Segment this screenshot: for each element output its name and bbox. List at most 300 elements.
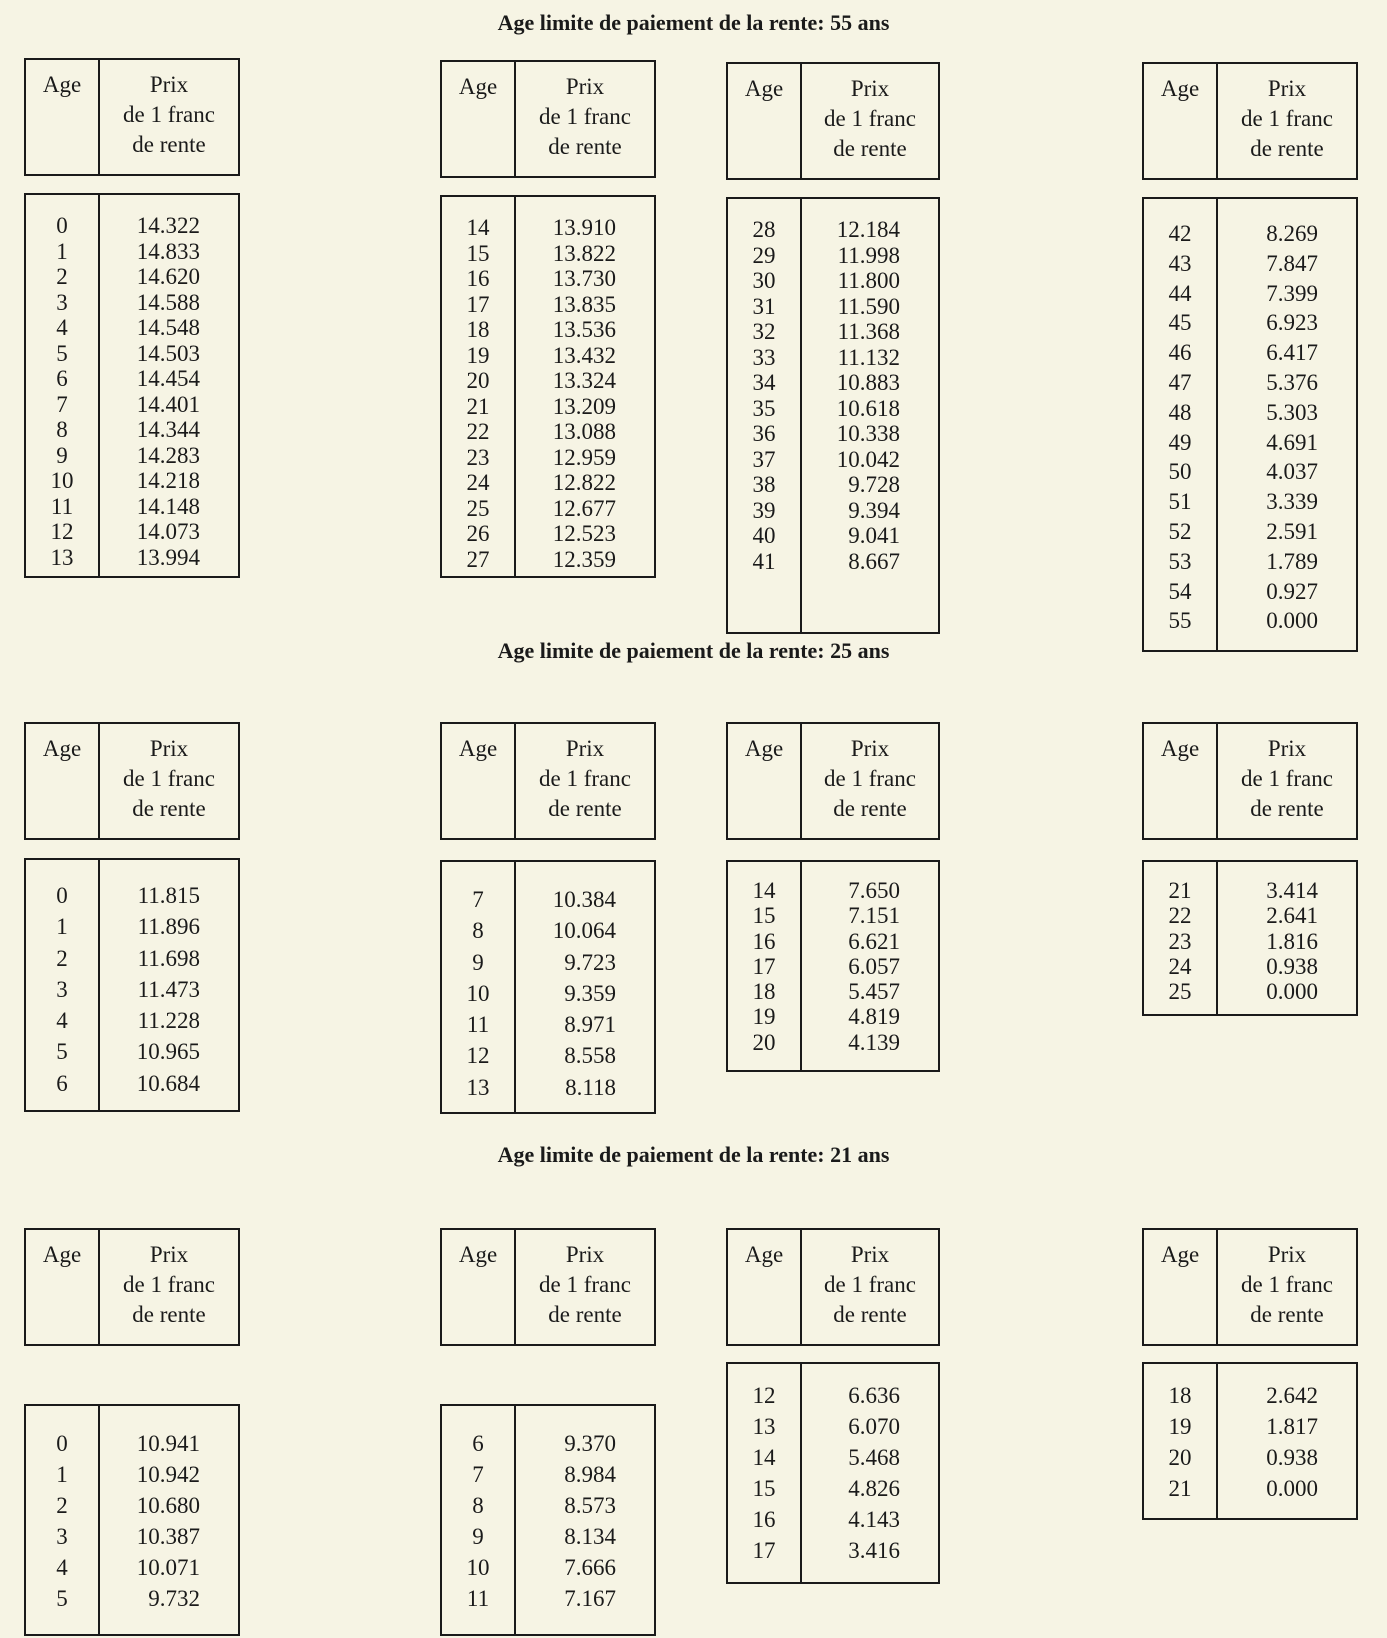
price-cell: 14.503 <box>136 340 200 366</box>
price-cell: 14.344 <box>136 417 200 442</box>
age-cell: 32 <box>752 319 776 344</box>
age-cell: 17 <box>466 291 490 317</box>
age-cell: 1 <box>56 1462 68 1487</box>
header-line: de rente <box>548 1302 622 1327</box>
price-cell: 8.269 <box>1266 221 1318 246</box>
header-line: de rente <box>548 134 622 159</box>
age-cell: 23 <box>1168 928 1192 954</box>
price-column-header <box>516 1230 654 1344</box>
price-cell: 6.057 <box>848 953 900 979</box>
header-line: de 1 franc <box>123 1272 215 1297</box>
age-cell: 50 <box>1168 459 1192 485</box>
age-cell: 8 <box>472 1493 484 1518</box>
price-cell: 10.387 <box>136 1524 200 1549</box>
price-cell: 11.132 <box>837 344 900 370</box>
price-cell: 3.414 <box>1266 878 1318 903</box>
price-cell: 12.523 <box>552 521 616 546</box>
age-cell: 24 <box>466 470 490 495</box>
age-cell: 21 <box>1168 1476 1192 1501</box>
age-cell: 2 <box>56 945 68 971</box>
price-cell: 4.037 <box>1266 459 1318 485</box>
table-body <box>440 1404 656 1636</box>
price-column <box>100 1406 238 1634</box>
age-cell: 16 <box>466 266 490 291</box>
age-cell: 28 <box>752 217 776 242</box>
price-cell: 6.417 <box>1266 340 1318 366</box>
age-column <box>1144 199 1218 650</box>
age-cell: 45 <box>1168 310 1192 336</box>
header-line: Prix <box>149 736 189 761</box>
age-cell: 0 <box>56 883 68 908</box>
price-cell: 10.618 <box>836 395 900 421</box>
price-cell: 11.698 <box>137 945 200 971</box>
price-cell: 9.394 <box>848 497 900 523</box>
table-header <box>1142 62 1358 180</box>
price-cell: 12.359 <box>552 546 616 572</box>
header-line: de 1 franc <box>1241 1272 1333 1297</box>
age-cell: 5 <box>56 340 68 366</box>
price-column-header <box>802 724 938 838</box>
age-cell: 46 <box>1168 340 1192 366</box>
age-cell: 35 <box>752 395 776 421</box>
age-column-header: Age <box>442 724 516 838</box>
price-cell: 8.134 <box>564 1524 616 1549</box>
age-cell: 30 <box>752 268 776 293</box>
price-cell: 13.835 <box>552 291 616 317</box>
table-header <box>1142 722 1358 840</box>
age-cell: 11 <box>50 493 74 519</box>
age-cell: 52 <box>1168 518 1192 544</box>
header-line: de rente <box>833 136 907 161</box>
age-cell: 31 <box>752 293 776 319</box>
age-cell: 12 <box>752 1383 776 1408</box>
age-cell: 15 <box>466 240 490 266</box>
age-cell: 17 <box>752 1538 776 1563</box>
age-cell: 20 <box>752 1029 776 1055</box>
section-title: Age limite de paiement de la rente: 21 ans <box>497 1142 890 1167</box>
price-column-header <box>1218 1230 1356 1344</box>
age-cell: 1 <box>56 238 68 264</box>
price-cell: 14.588 <box>136 289 200 315</box>
price-cell: 10.071 <box>136 1555 200 1580</box>
price-column <box>802 862 938 1070</box>
price-cell: 1.816 <box>1266 928 1318 954</box>
price-cell: 12.959 <box>552 444 616 470</box>
age-column <box>26 1406 100 1634</box>
price-column-header <box>100 60 238 174</box>
price-cell: 10.064 <box>552 918 616 944</box>
age-cell: 15 <box>752 903 776 929</box>
header-line: de rente <box>1250 136 1324 161</box>
header-line: Prix <box>850 736 890 761</box>
age-cell: 1 <box>56 914 68 940</box>
age-column-header: Age <box>26 1230 100 1344</box>
header-line: Prix <box>850 1242 890 1267</box>
header-line: Prix <box>565 74 605 99</box>
age-cell: 20 <box>466 368 490 393</box>
table-header <box>440 1228 656 1346</box>
header-line: de rente <box>548 796 622 821</box>
table-body <box>1142 197 1358 652</box>
age-cell: 7 <box>472 1462 484 1487</box>
header-line: Prix <box>1267 76 1307 101</box>
price-cell: 0.938 <box>1266 1445 1318 1470</box>
price-cell: 6.621 <box>848 928 900 954</box>
table-header <box>440 60 656 178</box>
price-cell: 11.815 <box>137 883 200 908</box>
header-line: de rente <box>1250 1302 1324 1327</box>
age-cell: 7 <box>472 887 484 912</box>
age-column-header: Age <box>728 724 802 838</box>
age-column <box>728 862 802 1070</box>
age-cell: 18 <box>752 979 776 1005</box>
price-cell: 7.666 <box>564 1555 616 1580</box>
age-column-header: Age <box>1144 1230 1218 1344</box>
age-cell: 47 <box>1168 369 1192 395</box>
price-cell: 10.042 <box>836 446 900 472</box>
age-cell: 26 <box>466 521 490 546</box>
price-cell: 8.118 <box>565 1074 616 1100</box>
age-cell: 40 <box>752 523 776 548</box>
age-cell: 53 <box>1168 548 1192 574</box>
table-body <box>1142 860 1358 1016</box>
age-cell: 9 <box>56 442 68 468</box>
price-cell: 9.370 <box>564 1431 616 1456</box>
header-line: de 1 franc <box>123 766 215 791</box>
age-cell: 18 <box>466 317 490 342</box>
price-cell: 5.376 <box>1266 369 1318 395</box>
price-column-header <box>1218 64 1356 178</box>
price-cell: 11.590 <box>837 293 900 319</box>
price-cell: 14.283 <box>136 442 200 468</box>
header-line: de 1 franc <box>824 1272 916 1297</box>
price-cell: 1.789 <box>1266 548 1318 574</box>
price-cell: 13.730 <box>552 266 616 291</box>
age-column <box>442 1406 516 1634</box>
age-cell: 3 <box>56 289 68 315</box>
price-cell: 11.998 <box>837 242 900 268</box>
table-body <box>440 860 656 1114</box>
age-cell: 14 <box>752 878 776 903</box>
header-line: de 1 franc <box>1241 106 1333 131</box>
price-cell: 13.432 <box>552 342 616 368</box>
header-line: de rente <box>833 1302 907 1327</box>
table-header <box>24 1228 240 1346</box>
price-column-header <box>100 1230 238 1344</box>
age-cell: 14 <box>466 215 490 240</box>
age-cell: 3 <box>56 1524 68 1549</box>
header-line: Prix <box>149 1242 189 1267</box>
price-column <box>802 199 938 632</box>
age-column-header: Age <box>442 62 516 176</box>
age-column-header: Age <box>26 60 100 174</box>
price-cell: 7.399 <box>1266 280 1318 306</box>
price-cell: 0.938 <box>1266 953 1318 979</box>
age-cell: 25 <box>466 495 490 521</box>
age-column-header: Age <box>1144 64 1218 178</box>
header-line: de 1 franc <box>824 106 916 131</box>
age-cell: 19 <box>1168 1414 1192 1439</box>
age-column <box>728 199 802 632</box>
price-cell: 14.218 <box>136 468 200 493</box>
table-body <box>1142 1362 1358 1520</box>
price-cell: 8.667 <box>848 548 900 574</box>
table-header <box>726 1228 940 1346</box>
header-line: de 1 franc <box>539 104 631 129</box>
age-column <box>442 197 516 576</box>
price-column <box>516 1406 654 1634</box>
age-cell: 23 <box>466 444 490 470</box>
age-cell: 29 <box>752 242 776 268</box>
age-cell: 5 <box>56 1586 68 1611</box>
section-title: Age limite de paiement de la rente: 25 ans <box>497 638 890 663</box>
price-cell: 3.416 <box>848 1538 900 1563</box>
age-cell: 6 <box>56 1070 68 1096</box>
age-cell: 22 <box>1168 903 1192 929</box>
price-cell: 14.073 <box>136 519 200 544</box>
age-cell: 22 <box>466 419 490 444</box>
price-cell: 2.642 <box>1266 1383 1318 1408</box>
age-cell: 0 <box>56 213 68 238</box>
price-cell: 9.041 <box>848 523 900 548</box>
price-cell: 13.536 <box>552 317 616 342</box>
age-cell: 36 <box>752 421 776 446</box>
age-cell: 25 <box>1168 979 1192 1005</box>
price-cell: 13.822 <box>552 240 616 266</box>
age-cell: 44 <box>1168 280 1192 306</box>
price-column-header <box>516 62 654 176</box>
price-column <box>516 197 654 576</box>
header-line: de rente <box>132 796 206 821</box>
age-cell: 51 <box>1168 489 1192 515</box>
header-line: de 1 franc <box>539 766 631 791</box>
table-header <box>726 62 940 180</box>
age-cell: 16 <box>752 928 776 954</box>
price-cell: 9.728 <box>848 472 900 497</box>
price-cell: 5.303 <box>1266 399 1318 425</box>
price-cell: 4.691 <box>1266 429 1318 455</box>
age-cell: 33 <box>752 344 776 370</box>
price-cell: 14.833 <box>136 238 200 264</box>
price-cell: 10.941 <box>136 1431 200 1456</box>
price-column <box>1218 1364 1356 1518</box>
price-cell: 6.070 <box>848 1414 900 1439</box>
age-cell: 6 <box>472 1431 484 1456</box>
price-cell: 11.896 <box>137 914 200 940</box>
price-cell: 7.151 <box>848 903 900 929</box>
header-line: de 1 franc <box>123 102 215 127</box>
price-column <box>1218 199 1356 650</box>
age-cell: 34 <box>752 370 776 395</box>
price-column-header <box>802 64 938 178</box>
age-cell: 10 <box>50 468 74 493</box>
header-line: Prix <box>1267 736 1307 761</box>
price-cell: 8.984 <box>564 1462 616 1487</box>
price-cell: 11.473 <box>137 976 200 1002</box>
header-line: de rente <box>132 132 206 157</box>
age-cell: 12 <box>466 1043 490 1069</box>
price-cell: 3.339 <box>1266 489 1318 515</box>
header-line: de rente <box>1250 796 1324 821</box>
table-body <box>726 197 940 634</box>
price-cell: 8.971 <box>564 1012 616 1038</box>
price-cell: 2.591 <box>1266 518 1318 544</box>
header-line: de rente <box>132 1302 206 1327</box>
table-body <box>24 858 240 1112</box>
age-cell: 41 <box>752 548 776 574</box>
age-cell: 18 <box>1168 1383 1192 1408</box>
price-cell: 0.927 <box>1266 578 1318 604</box>
age-cell: 16 <box>752 1507 776 1532</box>
age-column-header: Age <box>1144 724 1218 838</box>
age-cell: 13 <box>466 1074 490 1100</box>
age-cell: 4 <box>56 1008 68 1034</box>
price-cell: 8.558 <box>564 1043 616 1069</box>
age-cell: 8 <box>56 417 68 442</box>
header-line: Prix <box>565 736 605 761</box>
price-cell: 11.368 <box>837 319 900 344</box>
age-cell: 11 <box>466 1012 490 1038</box>
price-cell: 10.684 <box>136 1070 200 1096</box>
price-cell: 10.384 <box>552 887 616 912</box>
table-header <box>24 58 240 176</box>
age-column <box>728 1364 802 1582</box>
price-cell: 12.184 <box>836 217 900 242</box>
price-cell: 13.994 <box>136 544 200 570</box>
price-cell: 14.620 <box>136 264 200 289</box>
price-cell: 0.000 <box>1266 608 1318 634</box>
price-cell: 13.910 <box>552 215 616 240</box>
age-column <box>1144 862 1218 1014</box>
price-cell: 4.826 <box>848 1476 900 1501</box>
age-column-header: Age <box>728 64 802 178</box>
table-header <box>726 722 940 840</box>
age-cell: 10 <box>466 1555 490 1580</box>
table-header <box>24 722 240 840</box>
age-cell: 48 <box>1168 399 1192 425</box>
age-cell: 4 <box>56 315 68 340</box>
header-line: de 1 franc <box>824 766 916 791</box>
price-cell: 10.965 <box>136 1039 200 1065</box>
age-cell: 27 <box>466 546 490 572</box>
price-cell: 13.209 <box>552 393 616 419</box>
price-cell: 10.680 <box>136 1493 200 1518</box>
header-line: de 1 franc <box>539 1272 631 1297</box>
age-cell: 5 <box>56 1039 68 1065</box>
age-cell: 11 <box>466 1586 490 1611</box>
age-cell: 3 <box>56 976 68 1002</box>
price-column <box>100 195 238 576</box>
age-cell: 2 <box>56 264 68 289</box>
age-cell: 9 <box>472 949 484 975</box>
price-cell: 4.143 <box>848 1507 900 1532</box>
age-cell: 21 <box>466 393 490 419</box>
age-cell: 42 <box>1168 221 1192 246</box>
price-column <box>1218 862 1356 1014</box>
table-body <box>726 860 940 1072</box>
table-header <box>440 722 656 840</box>
price-cell: 10.942 <box>136 1462 200 1487</box>
price-cell: 11.228 <box>137 1008 200 1034</box>
age-column <box>442 862 516 1112</box>
age-cell: 14 <box>752 1445 776 1470</box>
price-cell: 11.800 <box>837 268 900 293</box>
age-cell: 21 <box>1168 878 1192 903</box>
price-column-header <box>100 724 238 838</box>
price-cell: 6.636 <box>848 1383 900 1408</box>
age-cell: 0 <box>56 1431 68 1456</box>
age-cell: 9 <box>472 1524 484 1549</box>
header-line: Prix <box>850 76 890 101</box>
price-column <box>100 860 238 1110</box>
price-cell: 7.847 <box>1266 250 1318 276</box>
section-title: Age limite de paiement de la rente: 55 ans <box>497 10 890 35</box>
price-column <box>802 1364 938 1582</box>
age-cell: 38 <box>752 472 776 497</box>
age-column <box>26 195 100 576</box>
age-cell: 19 <box>752 1004 776 1030</box>
table-body <box>24 1404 240 1636</box>
age-cell: 15 <box>752 1476 776 1501</box>
price-cell: 1.817 <box>1266 1414 1318 1439</box>
price-cell: 9.359 <box>564 980 616 1006</box>
price-cell: 14.454 <box>136 366 200 391</box>
age-cell: 19 <box>466 342 490 368</box>
price-cell: 14.148 <box>136 493 200 519</box>
age-cell: 17 <box>752 953 776 979</box>
price-cell: 13.324 <box>552 368 616 393</box>
age-cell: 12 <box>50 519 74 544</box>
price-cell: 5.468 <box>848 1445 900 1470</box>
price-cell: 13.088 <box>552 419 616 444</box>
age-cell: 6 <box>56 366 68 391</box>
age-cell: 54 <box>1168 578 1192 604</box>
price-cell: 7.167 <box>564 1586 616 1611</box>
age-column-header: Age <box>728 1230 802 1344</box>
table-body <box>440 195 656 578</box>
header-line: Prix <box>565 1242 605 1267</box>
price-cell: 0.000 <box>1266 1476 1318 1501</box>
price-cell: 9.732 <box>148 1586 200 1611</box>
header-line: de 1 franc <box>1241 766 1333 791</box>
price-column <box>516 862 654 1112</box>
table-body <box>24 193 240 578</box>
age-cell: 10 <box>466 980 490 1006</box>
price-cell: 12.677 <box>552 495 616 521</box>
price-column-header <box>802 1230 938 1344</box>
age-cell: 13 <box>50 544 74 570</box>
age-column <box>26 860 100 1110</box>
price-cell: 14.322 <box>136 213 200 238</box>
price-cell: 5.457 <box>848 979 900 1005</box>
age-cell: 43 <box>1168 250 1192 276</box>
age-cell: 2 <box>56 1493 68 1518</box>
price-cell: 9.723 <box>564 949 616 975</box>
header-line: Prix <box>149 72 189 97</box>
price-cell: 12.822 <box>552 470 616 495</box>
price-cell: 4.139 <box>848 1029 900 1055</box>
price-column-header <box>516 724 654 838</box>
age-cell: 20 <box>1168 1445 1192 1470</box>
age-cell: 4 <box>56 1555 68 1580</box>
age-cell: 7 <box>56 391 68 417</box>
price-cell: 14.401 <box>136 391 200 417</box>
price-cell: 8.573 <box>564 1493 616 1518</box>
age-column-header: Age <box>26 724 100 838</box>
age-column <box>1144 1364 1218 1518</box>
price-cell: 6.923 <box>1266 310 1318 336</box>
table-header <box>1142 1228 1358 1346</box>
